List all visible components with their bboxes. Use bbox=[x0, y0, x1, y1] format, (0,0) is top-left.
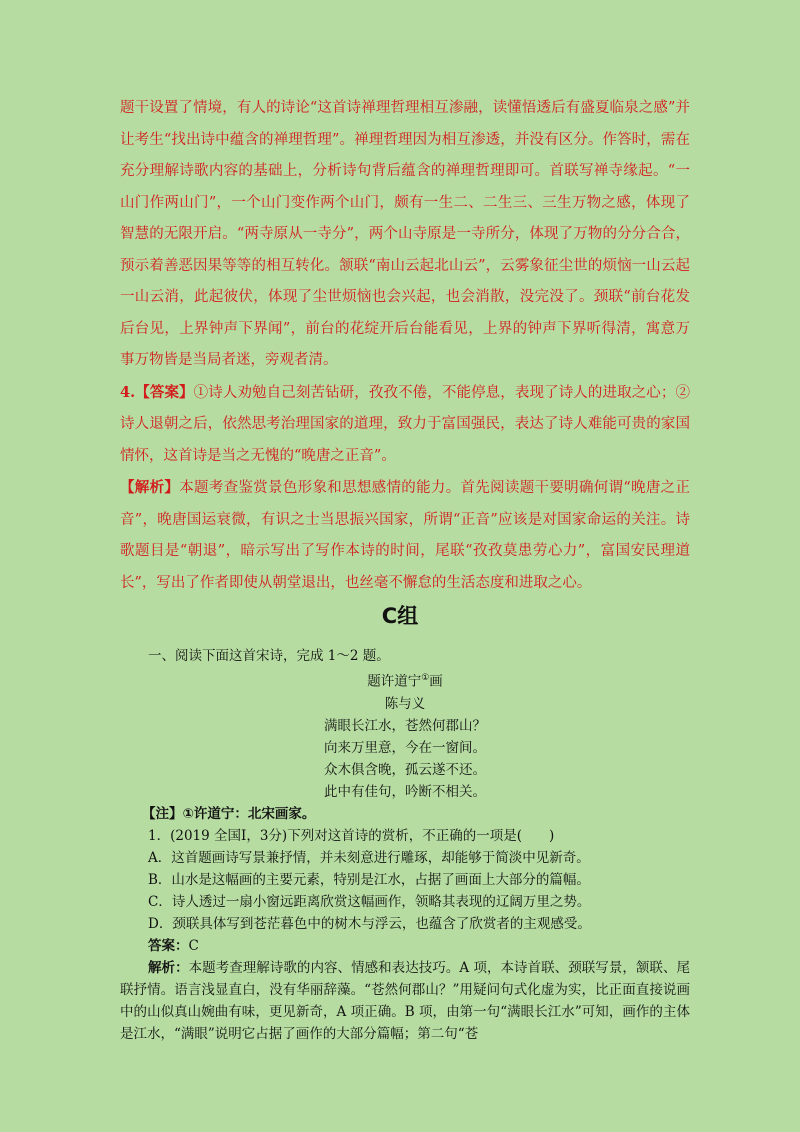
option-b: B．山水是这幅画的主要元素，特别是江水，占据了画面上大部分的篇幅。 bbox=[148, 871, 590, 888]
analysis-tag: 【解析】 bbox=[120, 479, 180, 496]
group-c-block bbox=[120, 645, 690, 1045]
question-number: 4. bbox=[120, 383, 136, 401]
option-c: C．诗人透过一扇小窗远距离欣赏这幅画作，领略其表现的辽阔万里之势。 bbox=[148, 893, 591, 910]
answer-analysis-block bbox=[120, 93, 690, 599]
poem bbox=[120, 667, 690, 803]
poem-line: 此中有佳句，吟断不相关。 bbox=[324, 783, 486, 800]
footnote-marker: ① bbox=[421, 673, 430, 683]
answer-tag: 【答案】 bbox=[135, 383, 194, 401]
analysis-label: 解析： bbox=[148, 959, 189, 976]
answer-line bbox=[120, 935, 690, 957]
analysis-text: 本题考查鉴赏景色形象和思想感情的能力。首先阅读题干要明确何谓“晚唐之正音”，晚唐国运衰微，有识之士当思振兴国家，所谓“正音”应该是对国家命运的关注。诗歌题目是“朝退”，暗示写出了写作本诗的时间，尾联“孜孜莫患劳心力”，富国安民理道长”，写出了作者即使从朝堂退出，也丝毫不懈怠的生活态度和进取之心。 bbox=[120, 480, 690, 591]
answer-label: 答案： bbox=[148, 937, 189, 954]
instruction: 一、阅读下面这首宋诗，完成 1～2 题。 bbox=[148, 648, 390, 664]
option-a: A．这首题画诗写景兼抒情，并未刻意进行雕琢，却能够于简淡中见新奇。 bbox=[148, 849, 590, 866]
poem-title-end: 画 bbox=[429, 673, 443, 690]
poem-line: 向来万里意，今在一窗间。 bbox=[324, 739, 486, 756]
question-1: 1．(2019 全国Ⅰ，3分)下列对这首诗的赏析，不正确的一项是( ) bbox=[148, 827, 555, 844]
poem-line: 众木俱含晚，孤云遂不还。 bbox=[324, 761, 486, 778]
answer-text: ①诗人劝勉自己刻苦钻研，孜孜不倦，不能停息，表现了诗人的进取之心；②诗人退朝之后，依然思考治理国家的道理，致力于富国强民，表达了诗人难能可贵的家国情怀，这首诗是当之无愧的“晚唐之正音”。 bbox=[120, 384, 691, 464]
section-title: C组 bbox=[381, 604, 419, 628]
option-d: D．颈联具体写到苍茫暮色中的树木与浮云，也蕴含了欣赏者的主观感受。 bbox=[148, 915, 591, 932]
poem-line: 满眼长江水，苍然何郡山？ bbox=[324, 717, 486, 734]
analysis-paragraph bbox=[120, 957, 690, 1045]
poem-author: 陈与义 bbox=[384, 695, 426, 712]
poem-title-main: 题许道宁 bbox=[367, 673, 422, 690]
analysis-body: 本题考查理解诗歌的内容、情感和表达技巧。A 项，本诗首联、颈联写景，颔联、尾联抒情。语言浅显直白，没有华丽辞藻。“苍然何郡山？”用疑问句式化虚为实，比正面直接说画中的山似真山婉曲有味，更见新奇，A 项正确。B 项，由第一句“满眼长江水”可知，画作的主体是江水，“满眼”说明它占据了画作的大部分篇幅；第二句“苍 bbox=[120, 959, 691, 1042]
question-4-answer bbox=[120, 377, 690, 473]
answer-value: C bbox=[188, 937, 199, 954]
poem-title bbox=[120, 667, 690, 693]
footnote: 【注】①许道宁：北宋画家。 bbox=[142, 805, 316, 822]
analysis-paragraph-1: 题干设置了情境，有人的诗论“这首诗禅理哲理相互渗融，读懂悟透后有盛夏临泉之感”并让考生“找出诗中蕴含的禅理哲理”。禅理哲理因为相互渗透，并没有区分。作答时，需在充分理解诗歌内容的基础上，分析诗句背后蕴含的禅理哲理即可。首联写禅寺缘起。“一山门作两山门”，一个山门变作两个山门，颇有一生二、二生三、三生万物之感，体现了智慧的无限开启。“两寺原从一寺分”，两个山寺原是一寺所分，体现了万物的分分合合，预示着善恶因果等等的相互转化。颔联“南山云起北山云”，云雾象征尘世的烦恼一山云起一山云消，此起彼伏，体现了尘世烦恼也会兴起，也会消散，没完没了。颈联“前台花发后台见，上界钟声下界闻”，前台的花绽开后台能看见，上界的钟声下界听得清，寓意万事万物皆是当局者迷，旁观者清。 bbox=[120, 100, 690, 368]
question-4-analysis bbox=[120, 472, 690, 599]
